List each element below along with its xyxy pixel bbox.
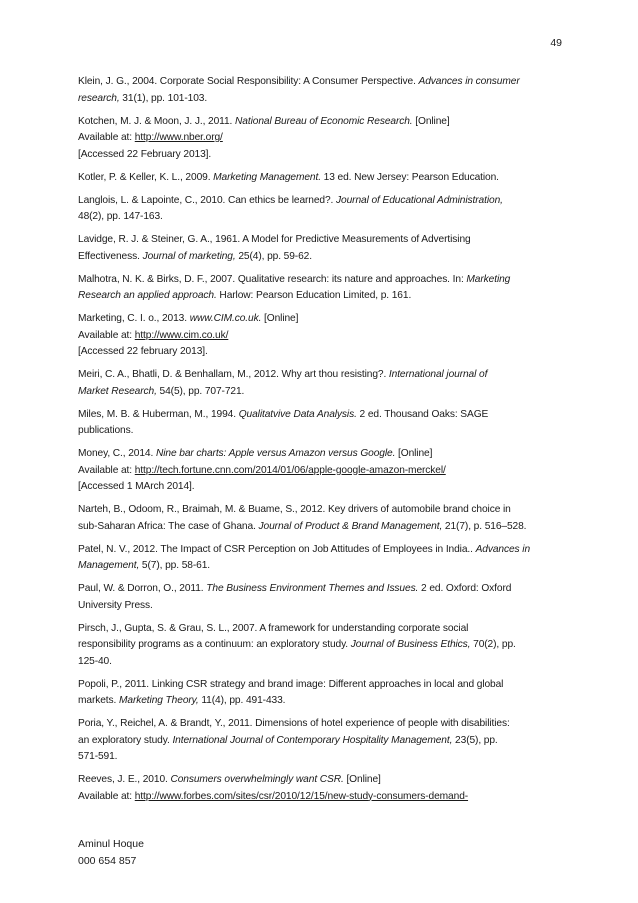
reference-entry	[78, 193, 578, 226]
reference-text: 23(5), pp.	[452, 734, 498, 746]
reference-text: [Accessed 22 february 2013].	[78, 346, 208, 357]
reference-text: Pirsch, J., Gupta, S. & Grau, S. L., 2007. A framework for understanding corporate social	[78, 622, 469, 634]
reference-text: an exploratory study.	[78, 734, 173, 746]
reference-text: Marketing, C. I. o., 2013.	[78, 313, 190, 324]
reference-entry	[78, 272, 578, 305]
reference-entry	[78, 677, 578, 710]
reference-italic-text: International Journal of Contemporary Hospitality Management,	[172, 734, 453, 746]
footer-student-id: 000 654 857	[78, 854, 137, 867]
reference-text: 125-40.	[78, 655, 112, 667]
reference-text: 2 ed. Oxford: Oxford	[418, 583, 512, 594]
reference-entry	[78, 367, 578, 400]
page-footer	[78, 836, 144, 869]
reference-italic-text: Marketing Theory,	[119, 695, 199, 706]
reference-entry	[78, 542, 578, 575]
reference-text: 2 ed. Thousand Oaks: SAGE	[356, 408, 489, 420]
reference-link[interactable]: http://tech.fortune.cnn.com/2014/01/06/apple-google-amazon-merckel/	[134, 464, 446, 476]
reference-text: [Accessed 22 February 2013].	[78, 148, 212, 160]
reference-text: Miles, M. B. & Huberman, M., 1994.	[78, 408, 239, 420]
reference-entry	[78, 716, 578, 766]
reference-text: Available at:	[78, 464, 135, 476]
reference-text: Reeves, J. E., 2010.	[78, 774, 171, 785]
reference-italic-text: International journal of	[388, 369, 488, 380]
reference-entry	[78, 311, 578, 361]
reference-text: 5(7), pp. 58-61.	[139, 560, 210, 571]
reference-text: Available at:	[78, 790, 135, 802]
reference-italic-text: Research an applied approach.	[78, 290, 217, 301]
reference-text: [Accessed 1 MArch 2014].	[78, 481, 195, 492]
reference-text: Patel, N. V., 2012. The Impact of CSR Perception on Job Attitudes of Employees in India..	[78, 543, 476, 555]
reference-italic-text: Advances in consumer	[418, 76, 520, 87]
reference-italic-text: Nine bar charts: Apple versus Amazon versus Google.	[155, 448, 396, 459]
reference-text: Paul, W. & Dorron, O., 2011.	[78, 583, 207, 594]
reference-text: 571-591.	[78, 751, 118, 762]
reference-italic-text: Journal of marketing,	[142, 250, 236, 262]
reference-entry	[78, 446, 578, 496]
reference-link[interactable]: http://www.nber.org/	[134, 132, 223, 143]
reference-text: 70(2), pp.	[470, 639, 516, 650]
reference-text: sub-Saharan Africa: The case of Ghana.	[78, 520, 259, 532]
reference-text: markets.	[78, 695, 119, 706]
reference-italic-text: The Business Environment Themes and Issues.	[206, 583, 419, 594]
reference-text: 13 ed. New Jersey: Pearson Education.	[320, 171, 499, 183]
reference-text: Kotchen, M. J. & Moon, J. J., 2011.	[78, 115, 236, 127]
reference-text: Poria, Y., Reichel, A. & Brandt, Y., 2011. Dimensions of hotel experience of people with disabilities:	[78, 718, 510, 729]
reference-text: Available at:	[78, 132, 135, 143]
reference-entry	[78, 772, 578, 805]
reference-italic-text: Management,	[78, 560, 140, 571]
reference-text: Meiri, C. A., Bhatli, D. & Benhallam, M., 2012. Why art thou resisting?.	[78, 369, 389, 380]
reference-text: responsibility programs as a continuum: an exploratory study.	[78, 639, 351, 650]
reference-link[interactable]: http://www.forbes.com/sites/csr/2010/12/15/new-study-consumers-demand-	[134, 790, 469, 802]
footer-author: Aminul Hoque	[78, 838, 144, 850]
reference-entry	[78, 581, 578, 614]
reference-italic-text: Marketing	[466, 273, 511, 285]
reference-italic-text: Journal of Business Ethics,	[350, 639, 471, 650]
reference-text: publications.	[78, 425, 134, 436]
reference-italic-text: Advances in	[475, 543, 531, 555]
reference-link[interactable]: http://www.cim.co.uk/	[134, 329, 229, 341]
reference-text: 31(1), pp. 101-103.	[119, 92, 208, 104]
reference-list	[78, 74, 578, 812]
reference-italic-text: Journal of Product & Brand Management,	[258, 520, 443, 532]
reference-text: Langlois, L. & Lapointe, C., 2010. Can ethics be learned?.	[78, 194, 337, 206]
reference-entry	[78, 170, 578, 187]
page-number: 49	[550, 37, 562, 49]
reference-italic-text: Qualitatvive Data Analysis.	[238, 408, 357, 420]
reference-italic-text: Journal of Educational Administration,	[336, 194, 503, 206]
reference-entry	[78, 621, 578, 671]
reference-text: Klein, J. G., 2004. Corporate Social Responsibility: A Consumer Perspective.	[78, 76, 419, 87]
reference-entry	[78, 232, 578, 265]
reference-italic-text: Marketing Management.	[213, 171, 321, 183]
reference-text: Malhotra, N. K. & Birks, D. F., 2007. Qualitative research: its nature and approaches. In:	[78, 273, 467, 285]
reference-italic-text: Consumers overwhelmingly want CSR.	[170, 774, 344, 785]
reference-text: [Online]	[395, 448, 433, 459]
reference-text: Popoli, P., 2011. Linking CSR strategy and brand image: Different approaches in local and global	[78, 678, 504, 690]
reference-text: Effectiveness.	[78, 250, 143, 262]
reference-entry	[78, 407, 578, 440]
reference-text: Narteh, B., Odoom, R., Braimah, M. & Buame, S., 2012. Key drivers of automobile brand choice in	[78, 504, 511, 515]
reference-italic-text: research,	[78, 92, 120, 104]
reference-entry	[78, 114, 578, 164]
reference-text: University Press.	[78, 599, 153, 611]
reference-text: [Online]	[261, 313, 299, 324]
reference-text: [Online]	[343, 774, 381, 785]
reference-text: Available at:	[78, 329, 135, 341]
reference-text: Kotler, P. & Keller, K. L., 2009.	[78, 171, 214, 183]
reference-text: 48(2), pp. 147-163.	[78, 211, 163, 222]
reference-text: [Online]	[412, 115, 450, 127]
reference-text: 11(4), pp. 491-433.	[198, 695, 286, 706]
reference-text: Money, C., 2014.	[78, 448, 156, 459]
reference-text: Harlow: Pearson Education Limited, p. 161.	[216, 290, 412, 301]
reference-italic-text: Market Research,	[78, 385, 157, 397]
reference-text: Lavidge, R. J. & Steiner, G. A., 1961. A Model for Predictive Measurements of Advertising	[78, 234, 471, 245]
reference-entry	[78, 502, 578, 535]
reference-entry	[78, 74, 578, 107]
reference-text: 21(7), p. 516–528.	[442, 520, 527, 532]
reference-text: 54(5), pp. 707-721.	[156, 385, 245, 397]
reference-italic-text: National Bureau of Economic Research.	[235, 115, 413, 127]
reference-italic-text: www.CIM.co.uk.	[189, 313, 262, 324]
reference-text: 25(4), pp. 59-62.	[235, 250, 312, 262]
